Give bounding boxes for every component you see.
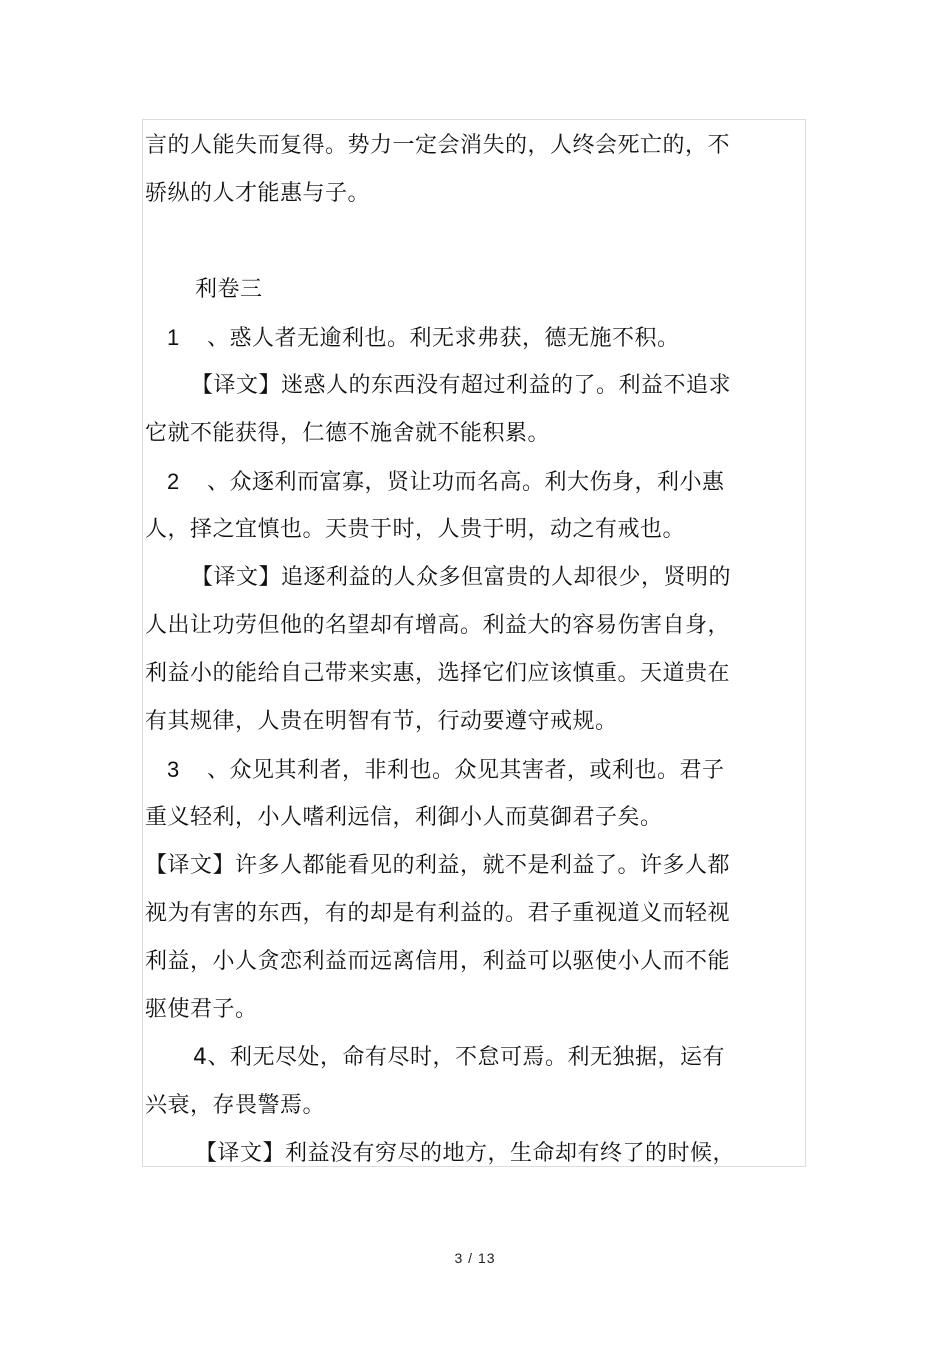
page-number: 3 / 13 xyxy=(454,1250,496,1266)
section-heading: 利卷三 xyxy=(195,277,263,302)
item-text: 、众逐利而富寡，贤让功而名高。利大伤身，利小惠 xyxy=(207,470,725,495)
text-line: 言的人能失而复得。势力一定会消失的，人终会死亡的，不 xyxy=(145,133,731,158)
document-page-frame xyxy=(142,119,806,1167)
text-line: 有其规律，人贵在明智有节，行动要遵守戒规。 xyxy=(145,709,618,734)
text-line: 兴衰，存畏警焉。 xyxy=(145,1093,326,1118)
text-line: 视为有害的东西，有的却是有利益的。君子重视道义而轻视 xyxy=(145,901,731,926)
translation-line: 【译文】迷惑人的东西没有超过利益的了。利益不追求 xyxy=(191,373,732,398)
text-line: 重义轻利，小人嗜利远信，利御小人而莫御君子矣。 xyxy=(145,805,663,830)
text-line: 它就不能获得，仁德不施舍就不能积累。 xyxy=(145,421,551,446)
translation-line: 【译文】利益没有穷尽的地方，生命却有终了的时候， xyxy=(195,1141,736,1166)
item-number: 3 xyxy=(167,757,180,782)
item-text: 、众见其利者，非利也。众见其害者，或利也。君子 xyxy=(207,758,725,783)
item-number: 1 xyxy=(167,325,180,350)
text-line: 骄纵的人才能惠与子。 xyxy=(145,181,371,206)
translation-line: 【译文】追逐利益的人众多但富贵的人却很少，贤明的 xyxy=(191,565,732,590)
numbered-item: 4、利无尽处，命有尽时，不怠可焉。利无独据，运有 xyxy=(193,1045,725,1070)
text-line: 人出让功劳但他的名望却有增高。利益大的容易伤害自身， xyxy=(145,613,731,638)
numbered-item xyxy=(167,755,725,786)
text-line: 人，择之宜慎也。天贵于时，人贵于明，动之有戒也。 xyxy=(145,517,686,542)
numbered-item xyxy=(167,323,680,354)
text-line: 利益，小人贪恋利益而远离信用，利益可以驱使小人而不能 xyxy=(145,949,731,974)
text-line: 驱使君子。 xyxy=(145,997,258,1022)
text-line: 利益小的能给自己带来实惠，选择它们应该慎重。天道贵在 xyxy=(145,661,731,686)
item-text: 、惑人者无逾利也。利无求弗获，德无施不积。 xyxy=(207,326,680,351)
translation-line: 【译文】许多人都能看见的利益，就不是利益了。许多人都 xyxy=(145,853,731,878)
numbered-item xyxy=(167,467,725,498)
item-number: 2 xyxy=(167,469,180,494)
